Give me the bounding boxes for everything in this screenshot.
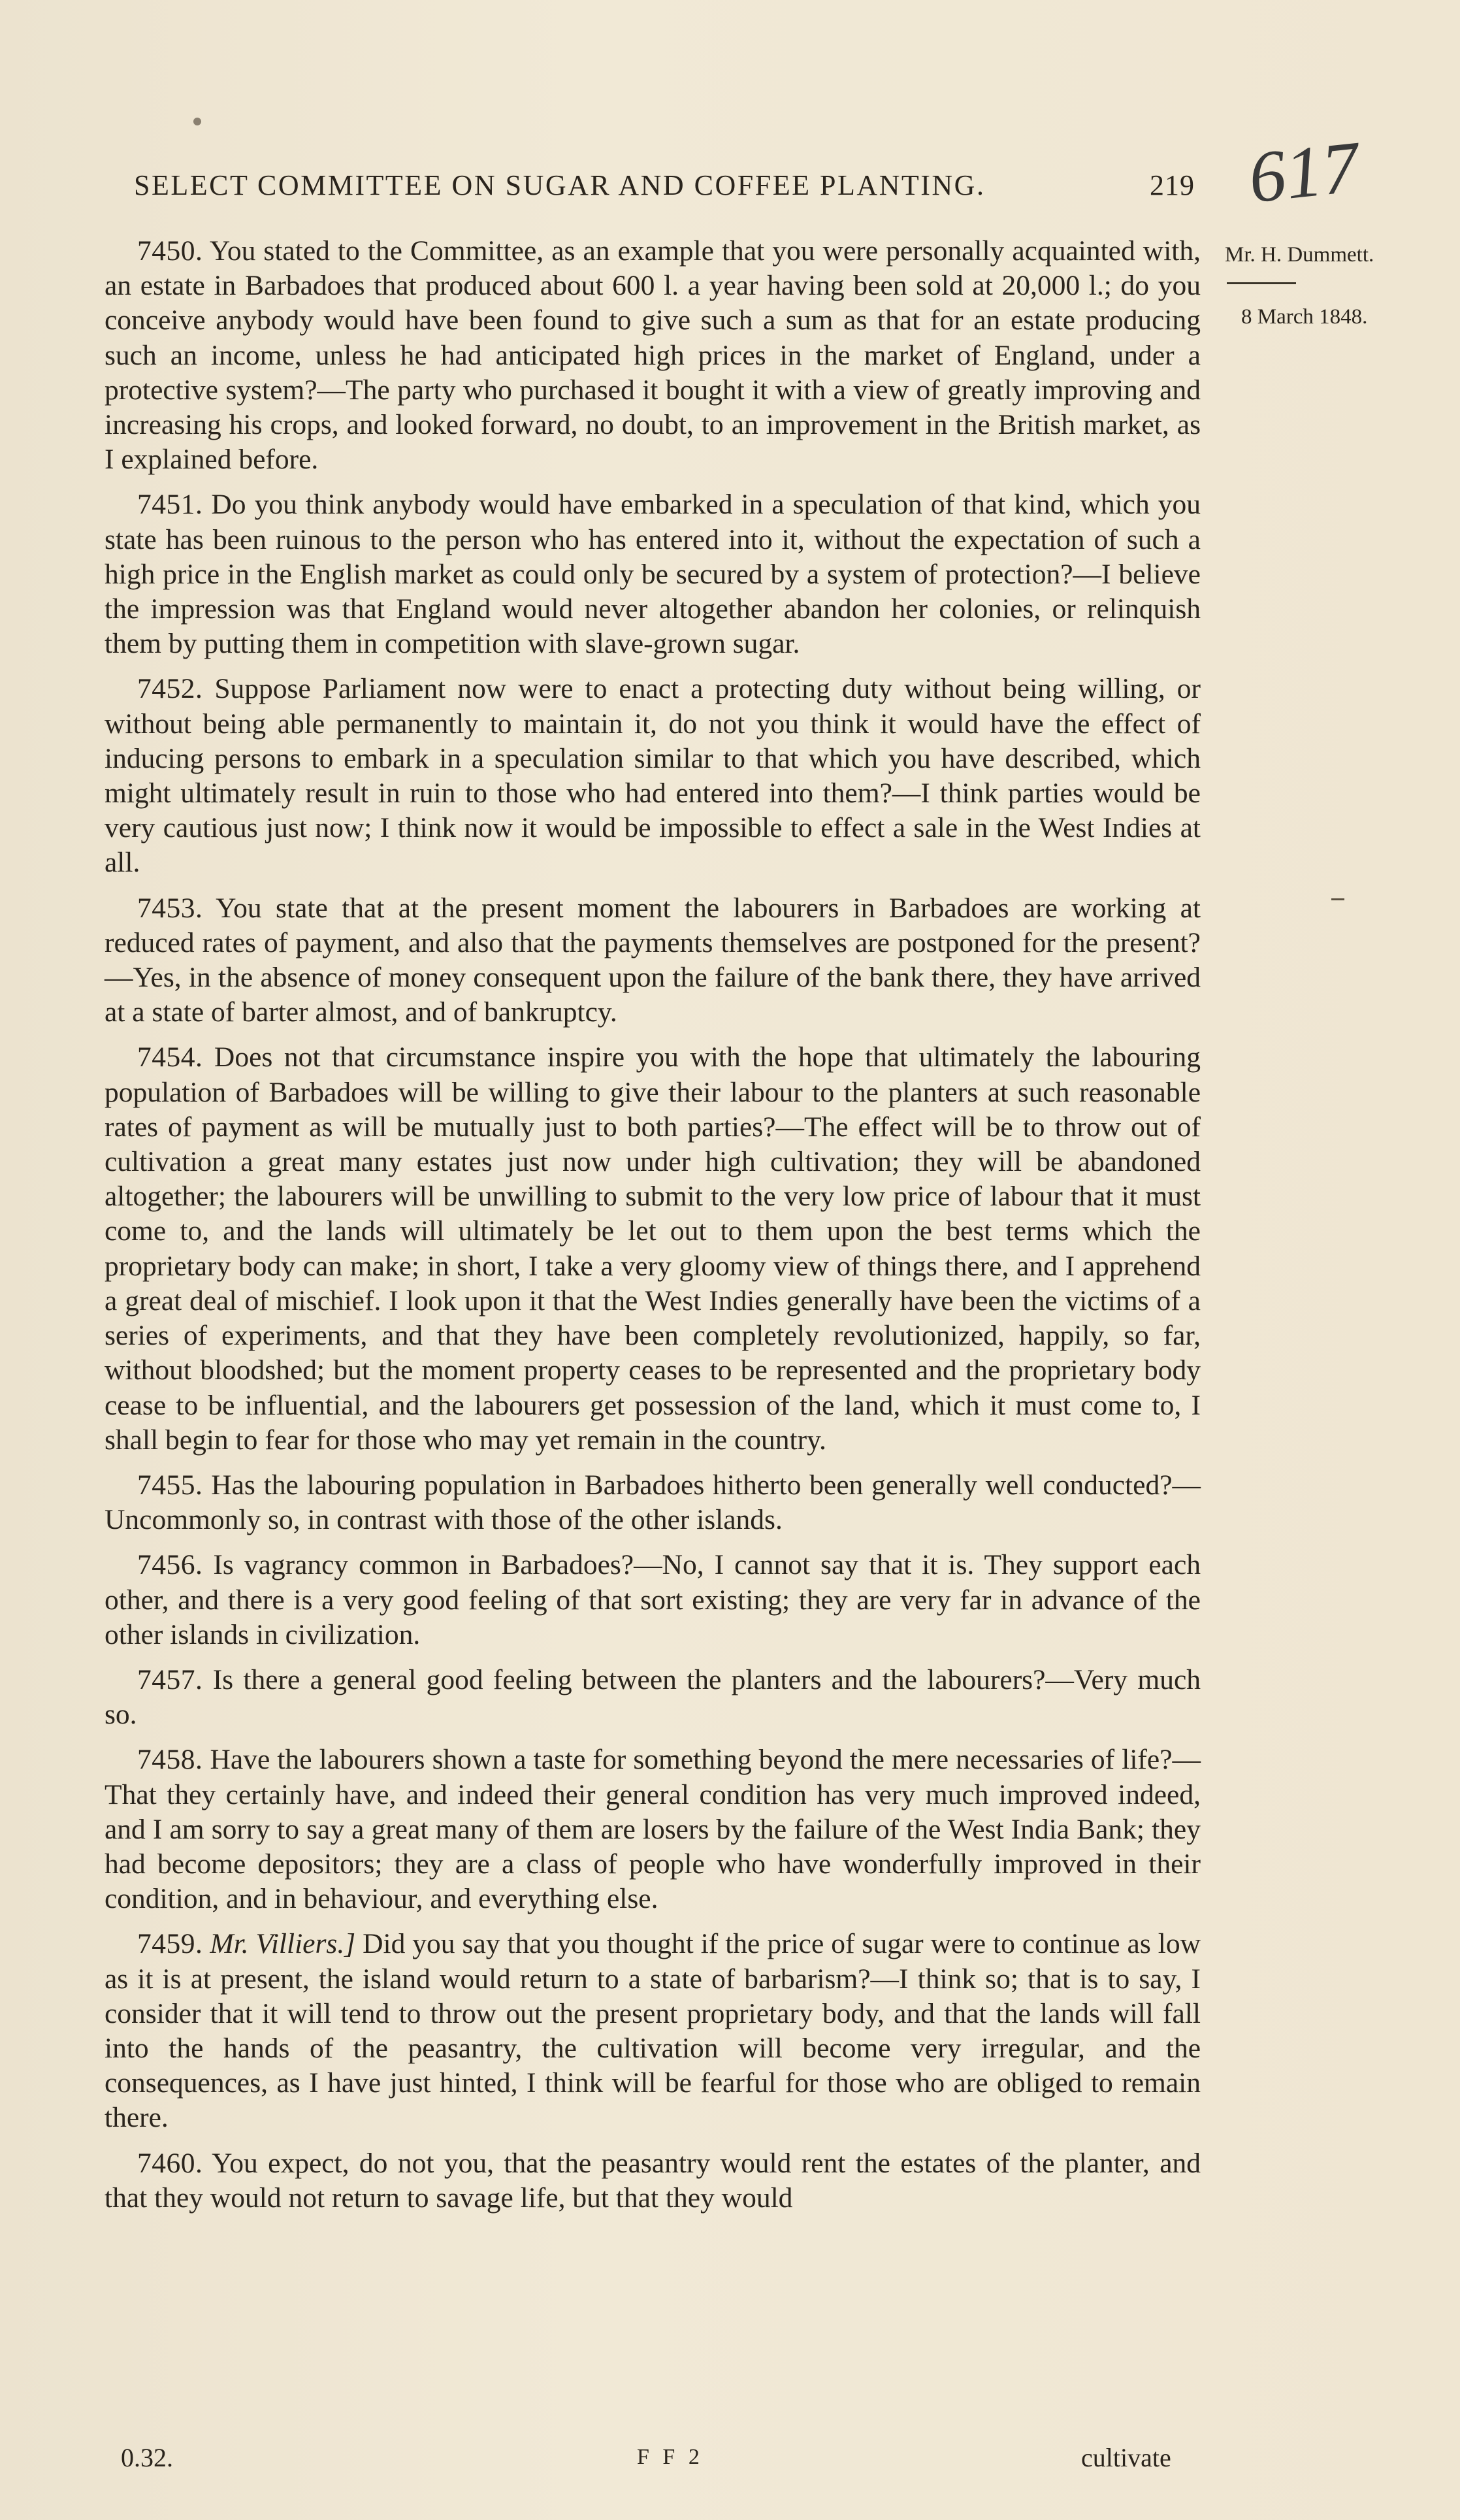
footer-signature-mark: F F 2 <box>637 2445 704 2469</box>
question-paragraph <box>105 1927 1201 2135</box>
question-number: 7455. <box>137 1469 203 1501</box>
question-text: Do you think anybody would have embarked in a speculation of that kind, which you state has been ruinous to the person who has entered into it, without the expectation of such a high price in the English market as could only be secured by a system of protection?—I believe the impression was that England would never altogether abandon her colonies, or relinquish them by putting them in competition with slave-grown sugar. <box>105 489 1201 660</box>
margin-date: 8 March 1848. <box>1241 305 1368 329</box>
question-paragraph <box>105 1743 1201 1916</box>
question-number: 7453. <box>137 892 203 924</box>
ink-spot <box>193 118 201 125</box>
margin-rule <box>1227 282 1296 284</box>
question-paragraph <box>105 1040 1201 1457</box>
question-text: You state that at the present moment the labourers in Barbadoes are working at reduced rates of payment, and also that the payments themselves are postponed for the present?—Yes, in the absence of money consequent upon the failure of the bank there, they have arrived at a state of barter almost, and of bankruptcy. <box>105 892 1201 1028</box>
question-text: Did you say that you thought if the price of sugar were to continue as low as it is at present, the island would return to a state of barbarism?—I think so; that is to say, I consider that it will tend to throw out the present proprietary body, and that the lands will fall into the hands of the peasantry, the cultivation will become very irregular, and the consequences, as I have just hinted, I think will be fearful for those who are obliged to remain there. <box>105 1928 1201 2134</box>
question-number: 7450. <box>137 235 203 267</box>
question-text: You expect, do not you, that the peasantry would rent the estates of the planter, and that they would not return to savage life, but that they would <box>105 2147 1201 2214</box>
question-text: Is there a general good feeling between the planters and the labourers?—Very much so. <box>105 1663 1201 1731</box>
question-text: Does not that circumstance inspire you with the hope that ultimately the labouring population of Barbadoes will be willing to give their labour to the planters at such reasonable rates of payment as will be mutually just to both parties?—The effect will be to throw out of cultivation a great many estates just now under high cultivation; they will be abandoned altogether; the labourers will be unwilling to submit to the very low price of labour that it must come to, and the lands will ultimately be let out to them upon the best terms which the proprietary body can make; in short, I take a very gloomy view of things there, and I apprehend a great deal of mischief. I look upon it that the West Indies generally have been the victims of a series of experiments, and that they have been completely revolutionized, happily, so far, without bloodshed; but the moment property ceases to be represented and the proprietary body cease to be influential, and the labourers get possession of the land, which it must come to, I shall begin to fear for those who may yet remain in the country. <box>105 1041 1201 1456</box>
question-number: 7458. <box>137 1744 203 1776</box>
question-paragraph <box>105 1548 1201 1652</box>
speaker-name: Mr. Villiers.] <box>210 1928 356 1960</box>
question-paragraph <box>105 891 1201 1030</box>
question-text: You stated to the Committee, as an example that you were personally acquainted with, an estate in Barbadoes that produced about 600 l. a year having been sold at 20,000 l.; do you conceive anybody would have been found to give such a sum as that for an estate producing such an income, unless he had anticipated high prices in the market of England, under a protective system?—The party who purchased it bought it with a view of greatly improving and increasing his crops, and looked forward, no doubt, to an improvement in the British market, as I explained before. <box>105 235 1201 476</box>
running-header <box>134 169 1205 202</box>
footer-sheet-number: 0.32. <box>121 2443 173 2472</box>
page-number: 219 <box>1150 169 1195 201</box>
question-paragraph <box>105 1468 1201 1537</box>
question-number: 7451. <box>137 489 203 521</box>
margin-witness-name: Mr. H. Dummett. <box>1225 243 1374 267</box>
question-text: Have the labourers shown a taste for something beyond the mere necessaries of life?—That they certainly have, and indeed their general condition has very much improved indeed, and I am sorry to say a great many of them are losers by the failure of the West India Bank; they had become depositors; they are a class of people who have wonderfully improved in their condition, and in behaviour, and everything else. <box>105 1744 1201 1915</box>
question-number: 7459. <box>137 1928 203 1960</box>
question-number: 7457. <box>137 1663 203 1695</box>
margin-dash-mark <box>1331 898 1344 900</box>
question-paragraph <box>105 672 1201 880</box>
footer-catchword: cultivate <box>1081 2443 1171 2472</box>
question-number: 7452. <box>137 673 203 705</box>
question-paragraph <box>105 2146 1201 2216</box>
question-number: 7460. <box>137 2147 203 2179</box>
question-paragraph <box>105 1663 1201 1732</box>
question-number: 7456. <box>137 1549 203 1581</box>
question-paragraph <box>105 234 1201 477</box>
question-text: Suppose Parliament now were to enact a protecting duty without being willing, or without being able permanently to maintain it, do not you think it would have the effect of inducing persons to embark in a speculation similar to that which you have described, which might ultimately result in ruin to those who had entered into them?—I think parties would be very cautious just now; I think now it would be impossible to effect a sale in the West Indies at all. <box>105 673 1201 879</box>
question-text: Has the labouring population in Barbadoes hitherto been generally well conducted?—Uncommonly so, in contrast with those of the other islands. <box>105 1469 1201 1536</box>
header-title: SELECT COMMITTEE ON SUGAR AND COFFEE PLANTING. <box>134 169 986 201</box>
question-paragraph <box>105 487 1201 661</box>
question-text: Is vagrancy common in Barbadoes?—No, I cannot say that it is. They support each other, and there is a very good feeling of that sort existing; they are very far in advance of the other islands in civilization. <box>105 1549 1201 1650</box>
testimony-body <box>105 234 1201 2226</box>
handwritten-folio-number: 617 <box>1244 126 1363 219</box>
question-number: 7454. <box>137 1041 203 1073</box>
